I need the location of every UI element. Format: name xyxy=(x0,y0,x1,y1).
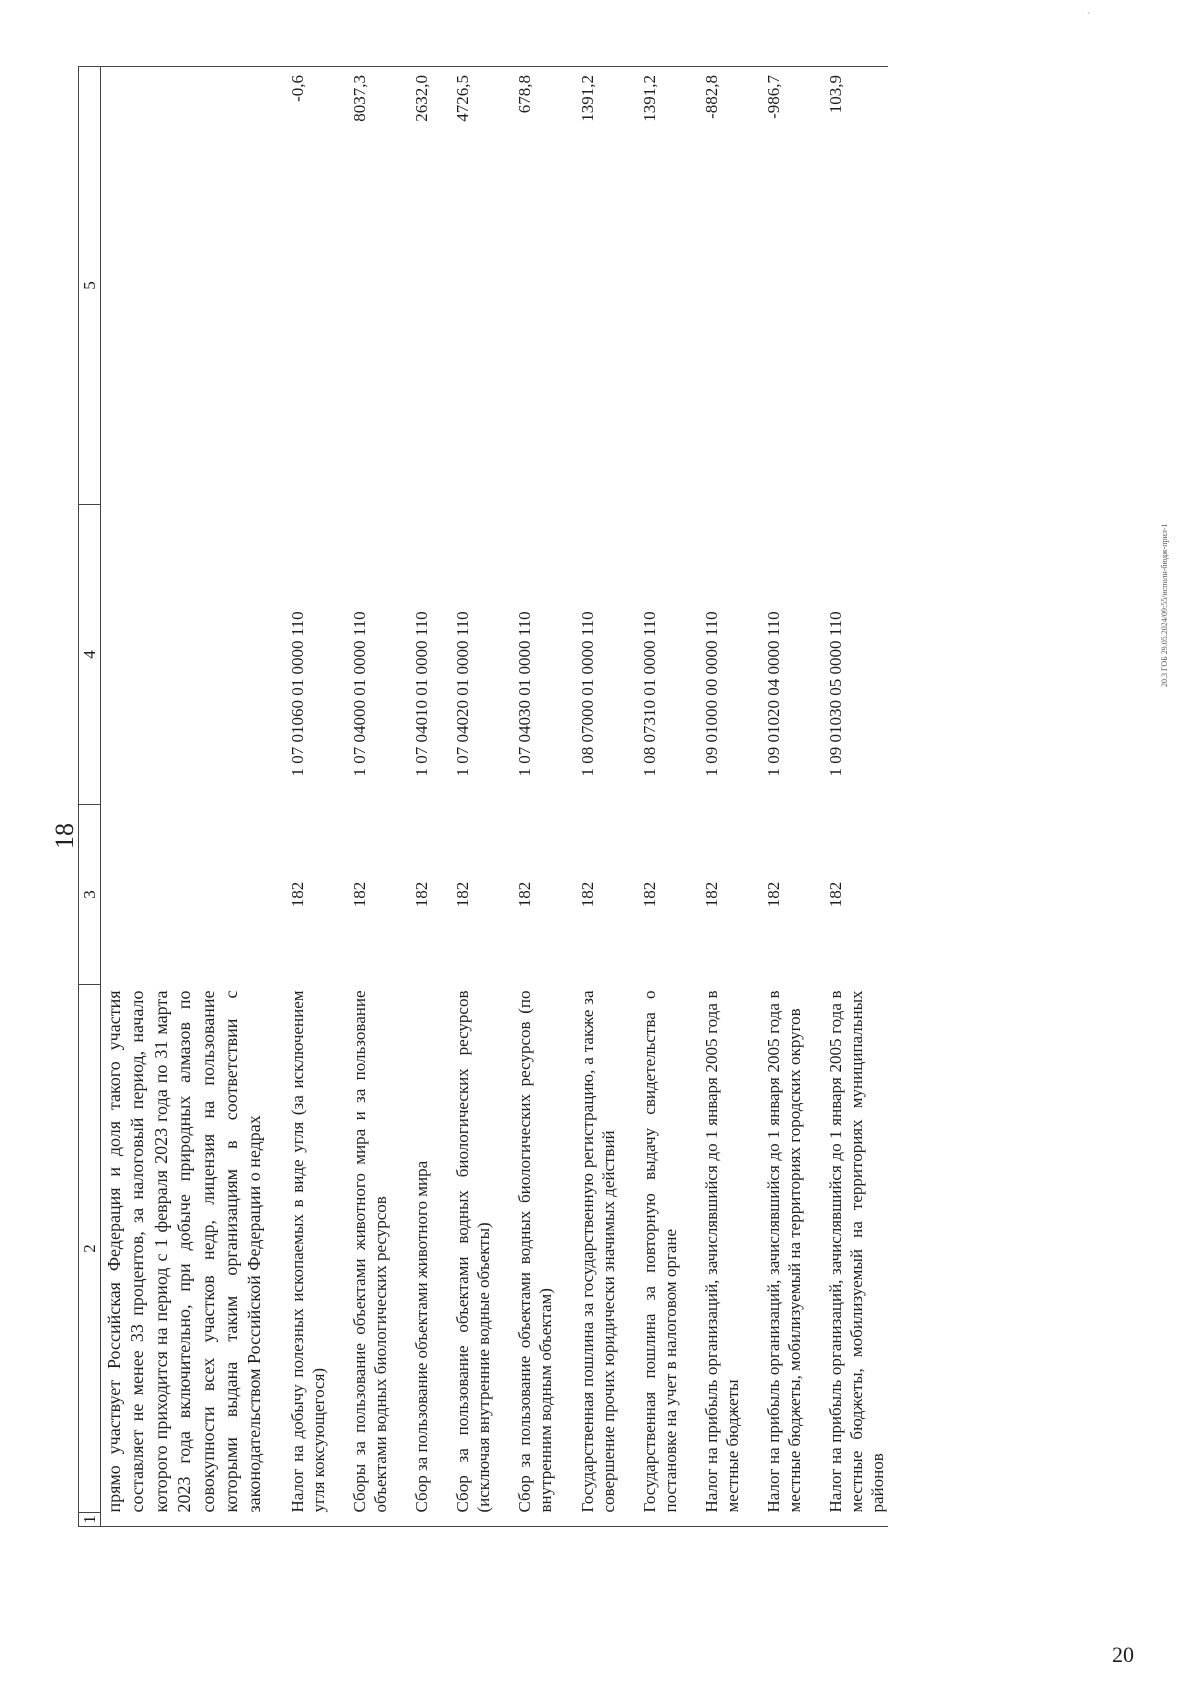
cell-number xyxy=(494,1513,556,1527)
cell-budget-code: 1 09 01020 04 0000 110 xyxy=(763,611,783,777)
cell-number xyxy=(743,1513,805,1527)
cell-number xyxy=(432,1513,494,1527)
cell-amount: -0,6 xyxy=(267,67,329,505)
table-row xyxy=(619,67,681,1527)
cell-admin-code: 182 xyxy=(515,881,535,908)
table-row xyxy=(805,67,888,1527)
cell-amount: 8037,3 xyxy=(329,67,391,505)
table-row xyxy=(267,67,329,1527)
cell-admin-code xyxy=(101,805,267,985)
column-header-1: 1 xyxy=(79,1513,101,1527)
cell-budget-code: 1 07 01060 01 0000 110 xyxy=(287,611,307,777)
cell-budget-code: 1 09 01030 05 0000 110 xyxy=(826,611,846,777)
cell-amount: 4726,5 xyxy=(432,67,494,505)
table-row xyxy=(329,67,391,1527)
cell-admin-code: 182 xyxy=(287,881,307,908)
cell-number xyxy=(391,1513,432,1527)
cell-description: Налог на добычу полезных ископаемых в виде угля (за исключением угля коксующегося) xyxy=(287,990,328,1513)
cell-number xyxy=(329,1513,391,1527)
cell-admin-code: 182 xyxy=(639,881,659,908)
cell-number xyxy=(557,1513,619,1527)
sheet-number: 18 xyxy=(50,823,79,849)
column-header-4: 4 xyxy=(79,505,101,805)
cell-budget-code: 1 07 04020 01 0000 110 xyxy=(453,611,473,777)
column-header-2: 2 xyxy=(79,985,101,1513)
cell-description: Налог на прибыль организаций, зачислявшийся до 1 января 2005 года в местные бюджеты, мобилизуемый на территориях городских округов xyxy=(763,990,805,1513)
cell-budget-code: 1 07 04030 01 0000 110 xyxy=(515,611,535,777)
cell-amount: 678,8 xyxy=(494,67,556,505)
cell-description: Государственная пошлина за повторную выдачу свидетельства о постановке на учет в налоговом органе xyxy=(639,990,680,1513)
table-row xyxy=(743,67,805,1527)
cell-number xyxy=(101,1513,267,1527)
table-row xyxy=(557,67,619,1527)
footer-note: 20.3 ГОБ 29.05.2024/09:55/исполн-бюдж-прил-1 xyxy=(1160,523,1169,687)
cell-amount: -882,8 xyxy=(681,67,743,505)
cell-budget-code: 1 09 01000 00 0000 110 xyxy=(701,611,721,777)
cell-budget-code: 1 07 04010 01 0000 110 xyxy=(412,611,432,777)
cell-admin-code: 182 xyxy=(826,881,846,908)
cell-description: Налог на прибыль организаций, зачислявшийся до 1 января 2005 года в местные бюджеты, мобилизуемый на территориях муниципальных районов xyxy=(826,990,888,1513)
cell-amount: 2632,0 xyxy=(391,67,432,505)
table-row xyxy=(494,67,556,1527)
header-row xyxy=(79,67,101,1527)
cell-number xyxy=(805,1513,888,1527)
cell-amount: 1391,2 xyxy=(619,67,681,505)
column-header-5: 5 xyxy=(79,67,101,505)
cell-budget-code: 1 08 07310 01 0000 110 xyxy=(639,611,659,777)
page-number: 20 xyxy=(1112,1642,1134,1667)
table-row xyxy=(391,67,432,1527)
cell-admin-code: 182 xyxy=(453,881,473,908)
cell-description: Сбор за пользование объектами животного мира xyxy=(412,1160,432,1513)
scan-mark: ` xyxy=(1087,12,1091,23)
cell-admin-code: 182 xyxy=(577,881,597,908)
table-row xyxy=(681,67,743,1527)
cell-budget-code: 1 07 04000 01 0000 110 xyxy=(349,611,369,777)
table-row xyxy=(101,67,267,1527)
cell-amount xyxy=(101,67,267,505)
cell-description: Государственная пошлина за государственную регистрацию, а также за совершение прочих юридически значимых действий xyxy=(577,990,618,1513)
cell-description: Сборы за пользование объектами животного мира и за пользование объектами водных биологических ресурсов xyxy=(349,990,391,1513)
cell-admin-code: 182 xyxy=(763,881,783,908)
revenue-table xyxy=(78,66,888,1527)
cell-description: Сбор за пользование объектами водных биологических ресурсов (исключая внутренние водные объекты) xyxy=(453,990,494,1513)
cell-admin-code: 182 xyxy=(701,881,721,908)
cell-budget-code: 1 08 07000 01 0000 110 xyxy=(577,611,597,777)
cell-admin-code: 182 xyxy=(412,881,432,908)
cell-budget-code xyxy=(101,505,267,805)
cell-amount: 103,9 xyxy=(805,67,888,505)
cell-description: Налог на прибыль организаций, зачислявшийся до 1 января 2005 года в местные бюджеты xyxy=(701,990,742,1513)
cell-admin-code: 182 xyxy=(349,881,369,908)
cell-number xyxy=(619,1513,681,1527)
cell-amount: 1391,2 xyxy=(557,67,619,505)
column-header-3: 3 xyxy=(79,805,101,985)
cell-number xyxy=(681,1513,743,1527)
table-row xyxy=(432,67,494,1527)
cell-description: Сбор за пользование объектами водных биологических ресурсов (по внутренним водным объектам) xyxy=(515,990,556,1513)
cell-number xyxy=(267,1513,329,1527)
cell-amount: -986,7 xyxy=(743,67,805,505)
cell-description: прямо участвует Российская Федерация и доля такого участия составляет не менее 33 процентов, за налоговый период, начало которого приходится на период с 1 февраля 2023 года по 31 марта 2023 года включительно, при добыче природных алмазов по совокупности всех участков недр, лицензия на пользование которыми выдана таким организациям в соответствии с законодательством Российской Федерации о недрах xyxy=(104,990,265,1513)
